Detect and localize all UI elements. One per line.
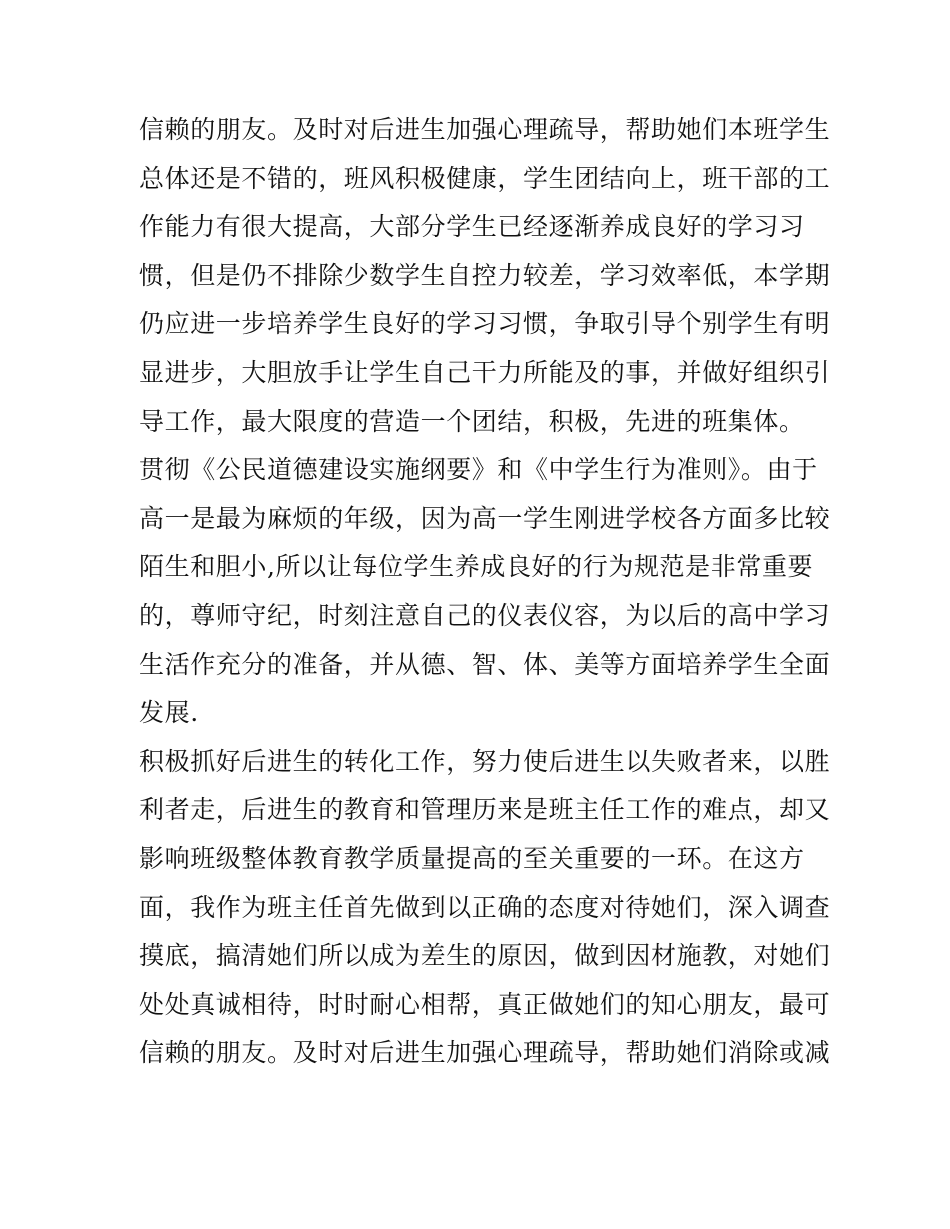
text-line-7: 导工作，最大限度的营造一个团结，积极，先进的班集体。 [139, 406, 805, 436]
text-line-19: 处处真诚相待，时时耐心相帮，真正做她们的知心朋友，最可 [139, 989, 831, 1019]
text-line-2: 总体还是不错的，班风积极健康，学生团结向上，班干部的工 [139, 163, 831, 193]
text-line-16: 影响班级整体教育教学质量提高的至关重要的一环。在这方 [139, 843, 805, 873]
text-line-3: 作能力有很大提高，大部分学生已经逐渐养成良好的学习习 [139, 212, 805, 242]
text-line-18: 摸底，搞清她们所以成为差生的原因，做到因材施教，对她们 [139, 941, 831, 971]
text-line-17: 面，我作为班主任首先做到以正确的态度对待她们，深入调查 [139, 892, 831, 922]
text-line-14: 积极抓好后进生的转化工作，努力使后进生以失败者来，以胜 [139, 746, 831, 776]
text-line-9: 高一是最为麻烦的年级，因为高一学生刚进学校各方面多比较 [139, 503, 831, 533]
body-text [139, 106, 839, 1078]
text-line-20: 信赖的朋友。及时对后进生加强心理疏导，帮助她们消除或减 [139, 1038, 831, 1068]
text-line-6: 显进步，大胆放手让学生自己干力所能及的事，并做好组织引 [139, 357, 831, 387]
text-line-1: 信赖的朋友。及时对后进生加强心理疏导，帮助她们本班学生 [139, 115, 831, 144]
text-line-4: 惯，但是仍不排除少数学生自控力较差，学习效率低，本学期 [139, 260, 831, 290]
text-line-11: 的，尊师守纪，时刻注意自己的仪表仪容，为以后的高中学习 [139, 600, 831, 630]
text-line-15: 利者走，后进生的教育和管理历来是班主任工作的难点，却又 [139, 795, 831, 825]
text-line-5: 仍应进一步培养学生良好的学习习惯，争取引导个别学生有明 [139, 309, 831, 339]
text-line-10: 陌生和胆小,所以让每位学生养成良好的行为规范是非常重要 [139, 552, 814, 582]
text-line-12: 生活作充分的准备，并从德、智、体、美等方面培养学生全面 [139, 649, 831, 679]
text-line-13: 发展. [139, 698, 199, 728]
text-line-8: 贯彻《公民道德建设实施纲要》和《中学生行为准则》。由于 [139, 455, 818, 485]
